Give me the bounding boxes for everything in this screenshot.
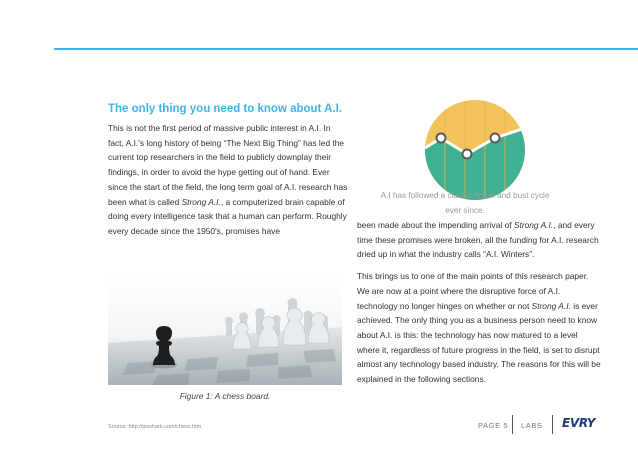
footer-divider	[512, 415, 513, 434]
text-run: , a computerized brain capable of doing every intelligence task that a human can perform. Roughly every decade since the 1950's, promises have	[108, 196, 347, 236]
evry-logo: EVRY	[562, 416, 596, 430]
footer-divider	[552, 415, 553, 434]
right-column	[357, 218, 602, 387]
section-heading: The only thing you need to know about A.I.	[108, 103, 343, 115]
text-run: is ever achieved. The only thing you as a business person need to know about A.I. is this: the technology has now matured to a level where it, regardless of future progress in the field, is set to disrupt almost any technology based industry. The reasons for this will be explained in the following sections.	[357, 300, 601, 385]
left-column	[108, 121, 348, 239]
line-chart-icon	[425, 100, 525, 200]
top-rule	[54, 48, 638, 50]
source-credit: Source: http://pixshark.com/chess.htm	[108, 424, 202, 430]
text-run: been made about the impending arrival of	[357, 220, 514, 230]
text-run: , and every time these promises were broken, all the funding for A.I. research dried up in what the industry calls “A.I. Winters”.	[357, 220, 599, 260]
emphasis-strong-ai: Strong A.I.	[513, 220, 554, 230]
right-paragraph-2	[357, 269, 602, 387]
chart-caption: A.I has followed a classic boom and bust cycle ever since.	[380, 191, 550, 215]
chess-photo	[108, 275, 342, 385]
labs-label: LABS	[521, 421, 543, 430]
text-run: This brings us to one of the main points of this research paper. We are now at a point where the disruptive force of A.I. technology no longer hinges on whether or not	[357, 271, 589, 311]
page-number: PAGE 5	[478, 421, 509, 430]
text-run: This is not the first period of massive public interest in A.I. In fact, A.I.'s long history of being “The Next Big Thing” has led the current top researchers in the field to publicly downplay their findings, in order to avoid the hype getting out of hand. Ever since the start of the field, the long term goal of A.I. research has been what is called	[108, 123, 348, 207]
figure-caption: Figure 1: A chess board.	[179, 391, 271, 401]
left-paragraph	[108, 121, 348, 239]
emphasis-strong-ai: Strong A.I.	[181, 196, 221, 207]
emphasis-strong-ai: Strong A.I.	[531, 300, 571, 311]
right-paragraph-1	[357, 218, 602, 262]
